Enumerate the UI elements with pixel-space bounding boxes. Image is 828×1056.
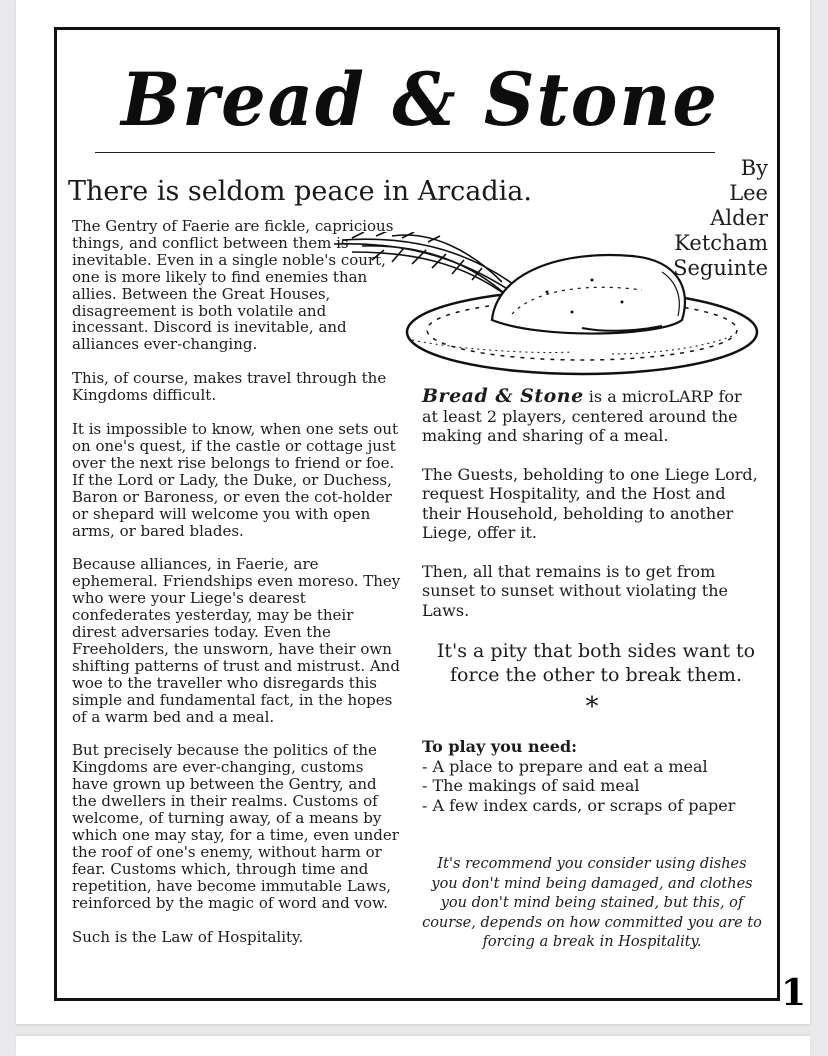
needs-heading: To play you need: — [422, 737, 578, 756]
document-title: Bread & Stone — [121, 55, 719, 144]
list-item: - A place to prepare and eat a meal — [422, 756, 708, 776]
byline-line: Ketcham — [674, 231, 768, 255]
byline-line: Alder — [710, 206, 768, 230]
recommendation-note: It's recommend you consider using dishes you don't mind being damaged, and clothes you don't mind being stained, but this, of course, depends on how committed you are to forcing a break in Hospitality. — [422, 856, 762, 950]
left-paragraph: This, of course, makes travel through the Kingdoms difficult. — [72, 369, 387, 405]
title-rule — [95, 152, 715, 153]
byline-line: By — [740, 156, 768, 180]
asterisk-separator: * — [585, 692, 599, 722]
left-paragraph: Because alliances, in Faerie, are ephemeral. Friendships even moreso. They who were your Liege's dearest confederates yesterday, may be their direst adversaries today. Even the Freeholders, the unsworn, have their own shifting patterns of trust and mistrust. And woe to the traveller who disregards this simple and fundamental fact, in the hopes of a warm bed and a meal. — [72, 555, 401, 726]
list-item: - The makings of said meal — [422, 776, 640, 795]
intro-paragraph — [422, 387, 762, 446]
left-paragraph: The Gentry of Faerie are fickle, capricious things, and conflict between them is inevitable. Even in a single noble's court, one is more likely to find enemies than allies. Between the Great Houses, disagreement is both volatile and incessant. Discord is inevitable, and alliances ever-changing. — [72, 217, 394, 354]
page-number: 1 — [781, 972, 807, 1014]
left-paragraph: But precisely because the politics of the Kingdoms are ever-changing, customs have grown up between the Gentry, and the dwellers in their realms. Customs of welcome, of turning away, of a means by which one may stay, for a time, even under the roof of one's enemy, without harm or fear. Customs which, through time and repetition, have become immutable Laws, reinforced by the magic of word and vow. — [72, 741, 399, 912]
inline-title: Bread & Stone — [422, 385, 584, 407]
headline: There is seldom peace in Arcadia. — [68, 176, 532, 207]
left-paragraph: Such is the Law of Hospitality. — [72, 927, 304, 946]
right-paragraph: Then, all that remains is to get from sunset to sunset without violating the Laws. — [422, 561, 729, 620]
byline-line: Lee — [729, 181, 768, 205]
byline-line: Seguinte — [673, 256, 768, 280]
intro-text: is a microLARP for at least 2 players, centered around the making and sharing of a meal. — [422, 387, 742, 445]
left-paragraph: It is impossible to know, when one sets out on one's quest, if the castle or cottage just over the next rise belongs to friend or foe. If the Lord or Lady, the Duke, or Duchess, Baron or Baroness, or even the cot-holder or shepard will welcome you with open arms, or bared blades. — [72, 420, 399, 540]
needs-list — [422, 757, 762, 816]
roast-fowl-illustration — [332, 232, 762, 382]
list-item: - A few index cards, or scraps of paper — [422, 795, 736, 815]
feather-icon — [334, 232, 517, 302]
pull-quote: It's a pity that both sides want to force the other to break them. — [436, 640, 756, 686]
right-column — [422, 387, 762, 953]
next-page-sheet — [16, 1036, 810, 1056]
fowl-icon — [492, 255, 685, 334]
right-paragraph: The Guests, beholding to one Liege Lord, request Hospitality, and the Host and their Household, beholding to another Liege, offer it. — [422, 464, 758, 542]
